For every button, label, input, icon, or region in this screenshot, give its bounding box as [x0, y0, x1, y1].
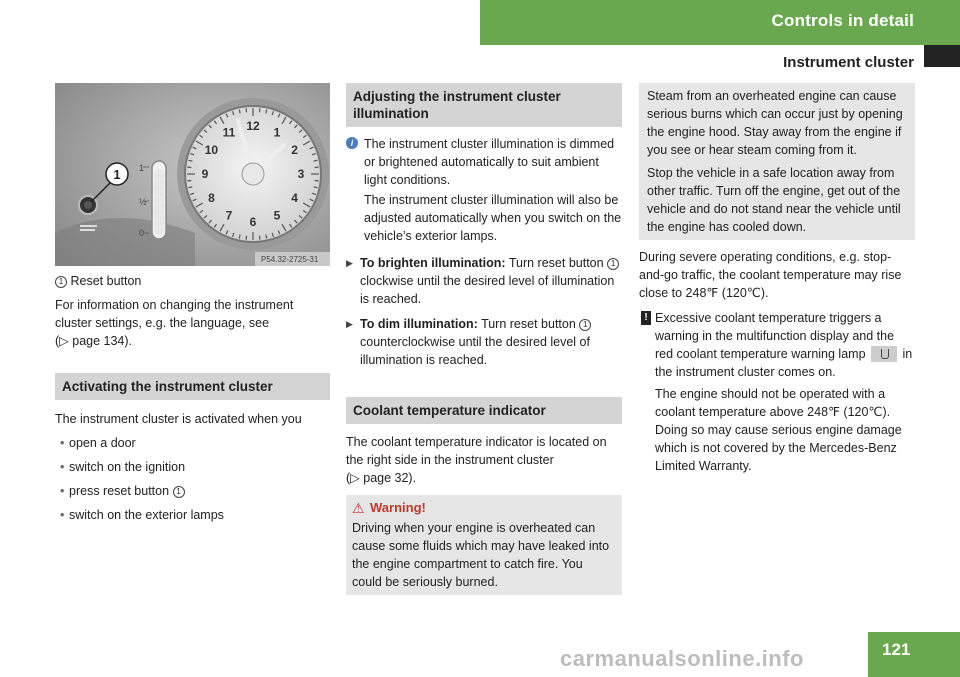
caution-note [639, 309, 915, 475]
warning-continued-box [639, 83, 915, 240]
dial-number: 12 [246, 119, 260, 133]
dial-number: 2 [291, 143, 298, 157]
step-arrow-icon: ▶ [346, 258, 353, 268]
warning-title: ⚠ Warning! [352, 500, 426, 516]
heading-activating: Activating the instrument cluster [55, 373, 330, 400]
warning-text: Driving when your engine is overheated can cause some fluids which may have leaked into the engine compartment to catch fire. You could be seriously burned. [352, 521, 610, 589]
dial-tick [314, 160, 318, 161]
watermark: carmanualsonline.info [560, 646, 804, 671]
step-dim: ▶ To dim illumination: Turn reset button 1 counterclockwise until the desired level of illumination is reached. [346, 317, 590, 367]
column-2 [346, 83, 622, 595]
coolant-warning-lamp-icon [871, 346, 897, 362]
activate-intro: The instrument cluster is activated when you [55, 412, 302, 426]
stop-vehicle-paragraph: Stop the vehicle in a safe location away from other traffic. Turn off the engine, get out of the vehicle and do not stand near the vehicle until the engine has cooled down. [647, 166, 901, 234]
chapter-title: Controls in detail [771, 11, 914, 30]
dial-number: 3 [297, 167, 305, 181]
info-paragraph-2: The instrument cluster illumination will also be adjusted automatically when you switch on the vehicle’s exterior lamps. [364, 193, 622, 243]
image-code: P54.32-2725-31 [261, 255, 319, 264]
column-3 [639, 83, 915, 475]
dial-tick [188, 187, 192, 188]
reset-number-icon: 1 [173, 486, 185, 498]
reset-number-icon: 1 [579, 319, 591, 331]
section-title: Instrument cluster [783, 54, 914, 71]
dial-number: 5 [273, 208, 281, 223]
heading-coolant: Coolant temperature indicator [346, 397, 622, 424]
warning-box [346, 495, 622, 595]
figure-caption [55, 272, 330, 290]
severe-conditions-paragraph: During severe operating conditions, e.g. stop-and-go traffic, the coolant temperature may rise close to 248℉ (120℃). [639, 250, 902, 300]
step-arrow-icon: ▶ [346, 319, 353, 329]
page-ref-134[interactable]: (▷ page 134). [55, 334, 133, 348]
caption-text: Reset button [70, 274, 142, 288]
gauge-label-empty: 0 [139, 228, 145, 238]
page-number: 121 [882, 640, 911, 659]
list-item: • switch on the exterior lamps [55, 506, 330, 524]
note-paragraph-1: Excessive coolant temperature triggers a warning in the multifunction display and the red coolant temperature warning lamp in the instrument cluster comes on. [655, 311, 913, 379]
gauge-label-half: ½ [139, 197, 147, 207]
callout-number: 1 [113, 167, 121, 182]
header-marker [924, 45, 960, 67]
list-item: • open a door [55, 434, 330, 452]
column-1 [55, 83, 330, 524]
coolant-paragraph: The coolant temperature indicator is located on the right side in the instrument cluster (▷ page 32). [346, 435, 607, 485]
dial-number: 1 [273, 125, 281, 140]
dial-number: 9 [201, 167, 209, 181]
settings-paragraph: For information on changing the instrument cluster settings, e.g. the language, see (▷ page 134). [55, 298, 294, 348]
chapter-header [480, 0, 960, 45]
step-brighten: ▶ To brighten illumination: Turn reset button 1 clockwise until the desired level of illumination is reached. [346, 254, 622, 308]
info-icon: i [346, 137, 358, 149]
dial-tick [188, 160, 192, 161]
info-paragraph-1: The instrument cluster illumination is dimmed or brightened automatically to suit ambient light conditions. [364, 137, 615, 187]
dial-tick [314, 187, 318, 188]
page-ref-32[interactable]: (▷ page 32). [346, 471, 417, 485]
activation-list [55, 434, 330, 524]
instrument-cluster-illustration [55, 83, 330, 266]
dial-number: 11 [222, 125, 236, 140]
dial-number: 7 [225, 208, 233, 223]
dial-number: 10 [204, 143, 219, 157]
dial-tick [266, 235, 267, 239]
dial-tick [239, 235, 240, 239]
info-block [346, 135, 622, 245]
exclamation-icon: ! [641, 311, 651, 325]
dial-number: 4 [291, 191, 298, 205]
dial-tick [239, 109, 240, 113]
list-item: • press reset button 1 [55, 482, 330, 500]
gauge-label-full: 1 [139, 163, 145, 173]
page-number-block [868, 632, 960, 677]
note-paragraph-2: The engine should not be operated with a coolant temperature above 248℉ (120℃). Doing so may cause serious engine damage which is not covered by the Mercedes-Benz Limited Warranty. [655, 387, 902, 473]
dial-number: 6 [249, 215, 257, 229]
heading-illumination: Adjusting the instrument cluster illumination [346, 83, 622, 127]
list-item: • switch on the ignition [55, 458, 330, 476]
reset-number-icon: 1 [607, 258, 619, 270]
steam-paragraph: Steam from an overheated engine can cause serious burns which can occur just by opening the engine hood. Stay away from the engine if you see or hear steam coming from it. [647, 89, 903, 157]
dial-tick [266, 109, 267, 113]
dial-number: 8 [208, 191, 215, 205]
caption-number-icon: 1 [55, 276, 67, 288]
warning-triangle-icon: ⚠ [352, 500, 365, 516]
instrument-cluster-photo [55, 83, 330, 266]
